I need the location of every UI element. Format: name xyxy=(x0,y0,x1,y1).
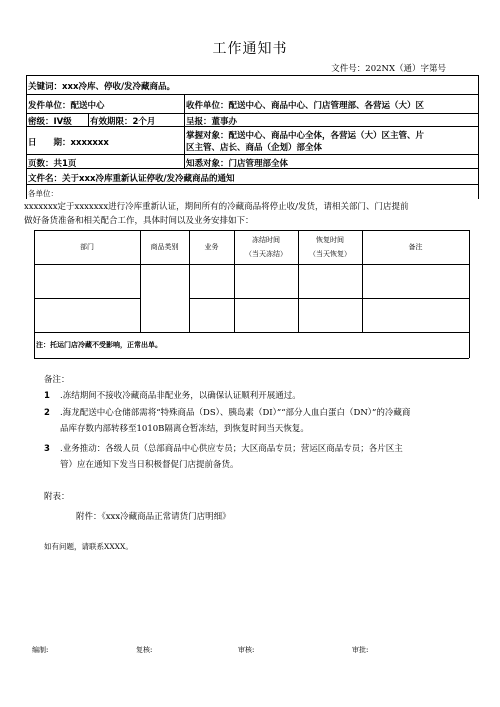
header-freeze-time: 冻结时间 xyxy=(252,236,280,244)
scope-line-2: 区主管、店长、商品（企划）部全体 xyxy=(186,143,323,153)
receiver-unit: 收件单位：配送中心、商品中心、门店管理部、各营运（大）区 xyxy=(186,101,425,111)
note-item-3-cont: 管）应在通知下发当日积极督促门店提前备货。 xyxy=(60,460,239,470)
issue-date: 日 期：xxxxxxx xyxy=(28,138,109,148)
header-remark: 备注 xyxy=(408,243,423,251)
body-line-2: 做好备货准备和相关配合工作，具体时间以及业务安排如下： xyxy=(24,216,254,226)
header-resume-note: （当天恢复） xyxy=(309,250,351,258)
note-text: .海龙配送中心仓储部需将“特殊商品（DS）、胰岛素（DI）”“部分人血白蛋白（DN）”的冷藏商 xyxy=(60,408,411,418)
note-item-1 xyxy=(44,389,301,404)
note-number: 2 xyxy=(44,408,50,418)
validity-period: 有效期限：2个月 xyxy=(90,117,156,127)
note-item-2-cont: 品库存数内部转移至1010B隔离仓暂冻结，到恢复时间当天恢复。 xyxy=(60,424,309,434)
note-item-2 xyxy=(44,406,410,421)
note-item-3 xyxy=(44,442,403,457)
note-text: .冻结期间不接收冷藏商品非配业务，以确保认证顺利开展通过。 xyxy=(60,391,301,401)
document-subject: 文件名：关于xxx冷库重新认证停收/发冷藏商品的通知 xyxy=(28,174,235,184)
header-dept: 部门 xyxy=(80,243,94,251)
attachment-item: 附件：《xxx冷藏商品正常请货门店明细》 xyxy=(76,512,231,522)
notify-targets: 知悉对象：门店管理部全体 xyxy=(186,159,289,169)
note-number: 1 xyxy=(44,391,50,401)
signature-approve: 审批: xyxy=(352,646,369,654)
signature-audit: 审核: xyxy=(238,646,255,654)
attachments-label: 附表： xyxy=(44,492,70,502)
scope-line-1: 掌握对象：配送中心、商品中心全体，各营运（大）区主管、片 xyxy=(186,131,425,141)
signature-review: 复核: xyxy=(136,646,153,654)
report-to: 呈报：董事办 xyxy=(186,117,238,127)
contact-note: 如有问题，请联系XXXX。 xyxy=(44,542,133,551)
header-business: 业务 xyxy=(204,243,219,251)
page-count: 页数：共1页 xyxy=(28,159,77,169)
table-footnote: 注：托运门店冷藏不受影响，正常出单。 xyxy=(36,341,162,349)
sender-unit: 发件单位：配送中心 xyxy=(28,101,105,111)
document-number: 文件号：202NX（通）字第号 xyxy=(331,64,446,74)
document-title: 工作通知书 xyxy=(212,41,288,57)
body-line-1: xxxxxxx定于xxxxxxx进行冷库重新认证，期间所有的冷藏商品将停止收/发货，请相关部门、门店提前 xyxy=(24,202,409,212)
secret-level: 密级：IV级 xyxy=(28,117,72,127)
keywords: 关键词：xxx冷库、停收/发冷藏商品。 xyxy=(28,82,176,92)
notes-label: 备注： xyxy=(44,375,70,385)
header-resume-time: 恢复时间 xyxy=(316,236,344,244)
recipients: 各单位： xyxy=(28,189,58,198)
header-freeze-note: （当天冻结） xyxy=(245,250,287,258)
note-number: 3 xyxy=(44,444,50,454)
signature-editor: 编制: xyxy=(32,646,49,654)
header-category: 商品类别 xyxy=(150,243,179,251)
note-text: .业务推动：各级人员（总部商品中心供应专员；大区商品专员；营运区商品专员；各片区主 xyxy=(60,444,403,454)
